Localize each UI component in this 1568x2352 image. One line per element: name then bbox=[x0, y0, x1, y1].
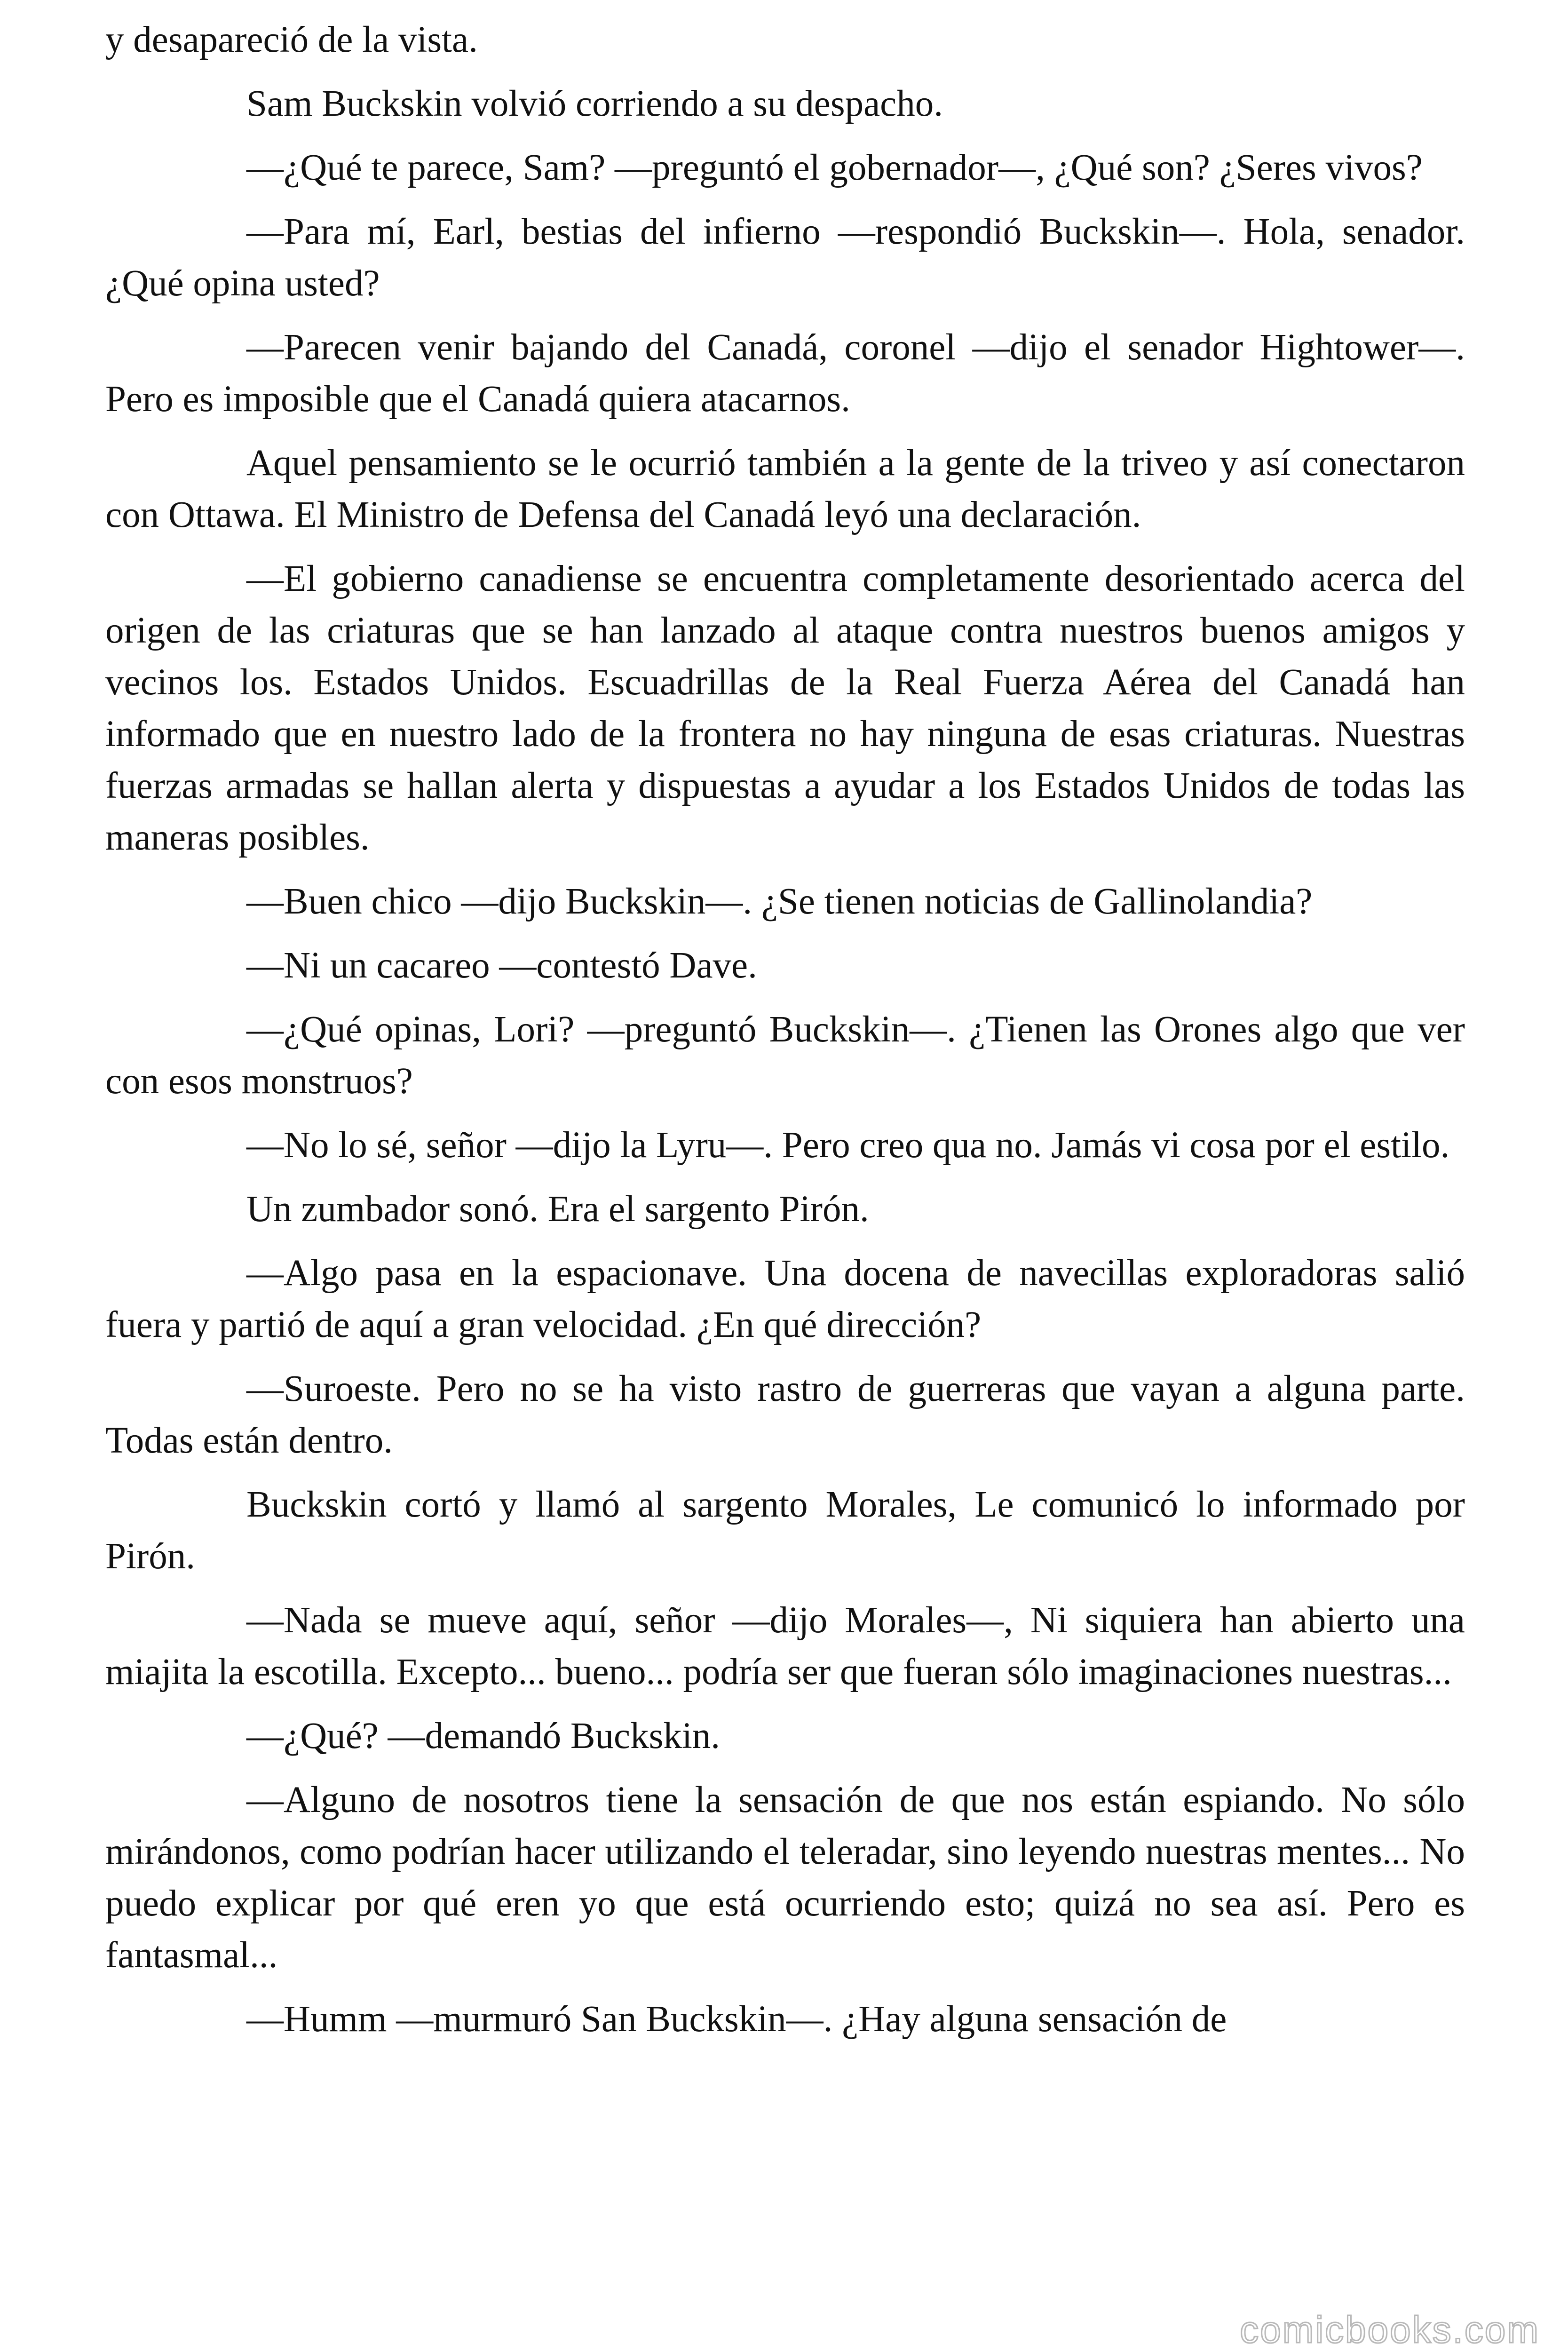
paragraph: —No lo sé, señor —dijo la Lyru—. Pero creo qua no. Jamás vi cosa por el estilo. bbox=[246, 1125, 1450, 1166]
paragraph: —Para mí, Earl, bestias del infierno —respondió Buckskin—. Hola, senador. ¿Qué opina usted? bbox=[105, 211, 1465, 304]
paragraph: —¿Qué te parece, Sam? —preguntó el gobernador—, ¿Qué son? ¿Seres vivos? bbox=[246, 147, 1423, 188]
paragraph: Un zumbador sonó. Era el sargento Pirón. bbox=[246, 1189, 869, 1230]
paragraph-continuation: y desapareció de la vista. bbox=[105, 19, 478, 60]
paragraph: —El gobierno canadiense se encuentra completamente desorientado acerca del origen de las criaturas que se han lanzado al ataque contra nuestros buenos amigos y vecinos los. Estados Unidos. Escuadrillas de la Real Fuerza Aérea del Canadá han informado que en nuestro lado de la frontera no hay ninguna de esas criaturas. Nuestras fuerzas armadas se hallan alerta y dispuestas a ayudar a los Estados Unidos de todas las maneras posibles. bbox=[105, 558, 1465, 858]
watermark: comicbooks.com bbox=[1240, 2309, 1540, 2351]
paragraph: Aquel pensamiento se le ocurrió también a la gente de la triveo y así conectaron con Ottawa. El Ministro de Defensa del Canadá leyó una declaración. bbox=[105, 443, 1465, 535]
paragraph: Sam Buckskin volvió corriendo a su despacho. bbox=[246, 83, 943, 124]
paragraph: —Alguno de nosotros tiene la sensación de que nos están espiando. No sólo mirándonos, como podrían hacer utilizando el teleradar, sino leyendo nuestras mentes... No puedo explicar por qué eren yo que está ocurriendo esto; quizá no sea así. Pero es fantasmal... bbox=[105, 1780, 1465, 1976]
paragraph: —Nada se mueve aquí, señor —dijo Morales—, Ni siquiera han abierto una miajita la escotilla. Excepto... bueno... podría ser que fueran sólo imaginaciones nuestras... bbox=[105, 1600, 1465, 1692]
paragraph: —Ni un cacareo —contestó Dave. bbox=[246, 945, 757, 986]
page-body bbox=[105, 14, 1465, 2058]
paragraph: —Buen chico —dijo Buckskin—. ¿Se tienen noticias de Gallinolandia? bbox=[246, 881, 1313, 922]
paragraph: —Algo pasa en la espacionave. Una docena de navecillas exploradoras salió fuera y partió de aquí a gran velocidad. ¿En qué dirección? bbox=[105, 1253, 1465, 1345]
paragraph: —¿Qué? —demandó Buckskin. bbox=[246, 1716, 721, 1756]
paragraph: —¿Qué opinas, Lori? —preguntó Buckskin—. ¿Tienen las Orones algo que ver con esos monstruos? bbox=[105, 1009, 1465, 1102]
paragraph: —Parecen venir bajando del Canadá, coronel —dijo el senador Hightower—. Pero es imposible que el Canadá quiera atacarnos. bbox=[105, 327, 1465, 420]
paragraph: —Humm —murmuró San Buckskin—. ¿Hay alguna sensación de bbox=[246, 1999, 1227, 2040]
paragraph: Buckskin cortó y llamó al sargento Morales, Le comunicó lo informado por Pirón. bbox=[105, 1484, 1465, 1577]
paragraph: —Suroeste. Pero no se ha visto rastro de guerreras que vayan a alguna parte. Todas están dentro. bbox=[105, 1368, 1465, 1461]
